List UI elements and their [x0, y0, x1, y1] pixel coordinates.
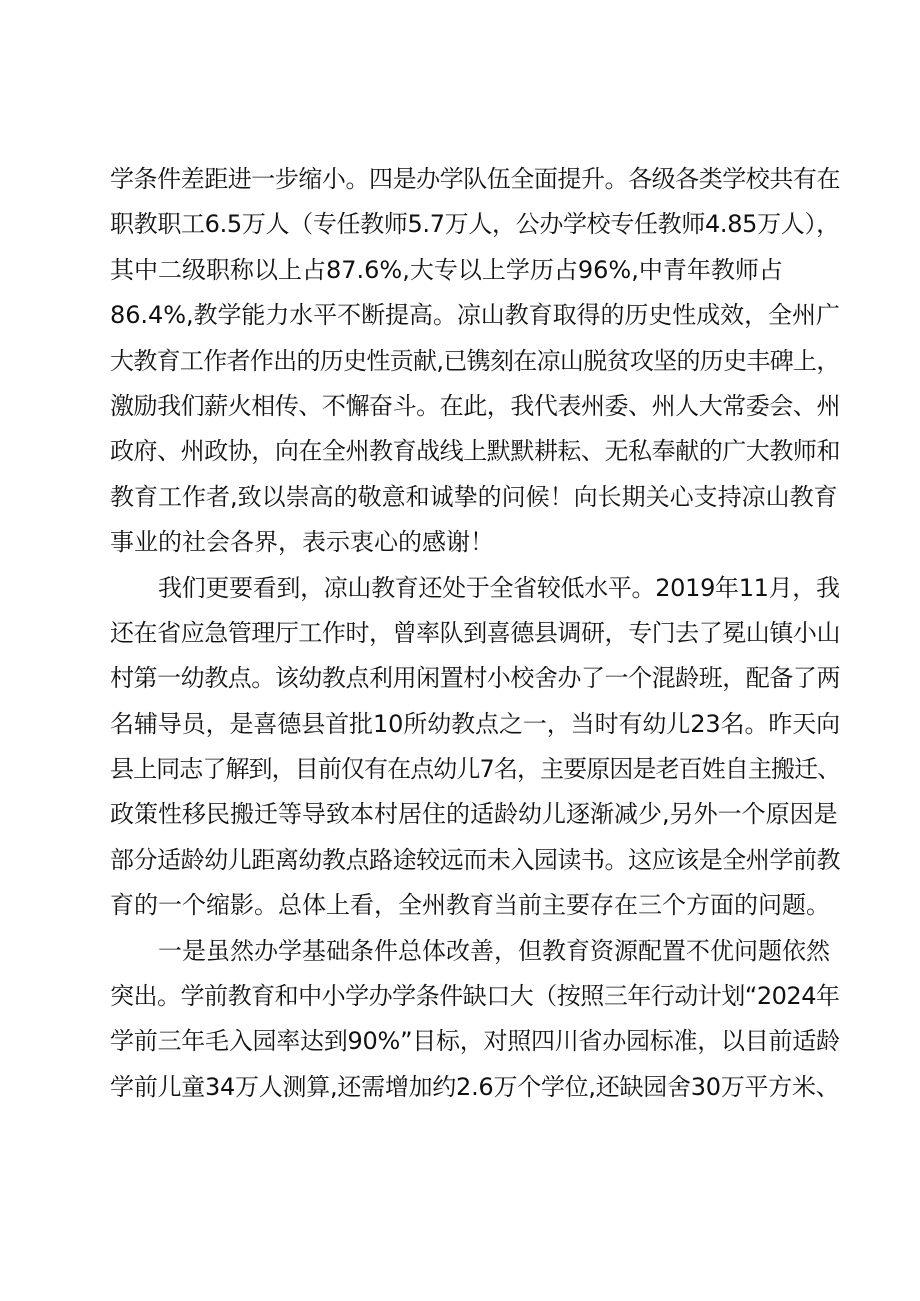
text-line: 学前儿童34万人测算,还需增加约2.6万个学位,还缺园舍30万平方米、	[110, 1072, 840, 1101]
text-line: 部分适龄幼儿距离幼教点路途较远而未入园读书。这应该是全州学前教	[110, 845, 840, 874]
text-line: 86.4%,教学能力水平不断提高。凉山教育取得的历史性成效，全州广	[110, 301, 840, 330]
text-line: 县上同志了解到，目前仅有在点幼儿7名，主要原因是老百姓自主搬迁、	[110, 755, 841, 784]
text-line: 名辅导员，是喜德县首批10所幼教点之一，当时有幼儿23名。昨天向	[110, 709, 841, 738]
text-line: 学条件差距进一步缩小。四是办学队伍全面提升。各级各类学校共有在	[110, 165, 840, 193]
document-body	[110, 157, 840, 1110]
text-line: 其中二级职称以上占87.6%,大专以上学历占96%,中青年教师占	[110, 255, 783, 284]
text-line: 村第一幼教点。该幼教点利用闲置村小校舍办了一个混龄班，配备了两	[110, 664, 840, 693]
text-line: 还在省应急管理厅工作时，曾率队到喜德县调研，专门去了冕山镇小山	[110, 618, 840, 647]
text-line: 教育工作者,致以崇高的敬意和诚挚的问候！向长期关心支持凉山教育	[110, 482, 838, 511]
text-line: 政府、州政协，向在全州教育战线上默默耕耘、无私奉献的广大教师和	[110, 437, 840, 466]
paragraph-first-line: 一是虽然办学基础条件总体改善，但教育资源配置不优问题依然	[158, 936, 830, 965]
text-line: 激励我们薪火相传、不懈奋斗。在此，我代表州委、州人大常委会、州	[110, 391, 840, 420]
text-line: 事业的社会各界，表示衷心的感谢！	[110, 528, 494, 557]
text-line: 学前三年毛入园率达到90%”目标，对照四川省办园标准，以目前适龄	[110, 1027, 840, 1056]
text-line: 突出。学前教育和中小学办学条件缺口大（按照三年行动计划“2024年	[110, 982, 840, 1011]
text-line: 育的一个缩影。总体上看，全州教育当前主要存在三个方面的问题。	[110, 891, 830, 920]
paragraph-first-line: 我们更要看到，凉山教育还处于全省较低水平。2019年11月，我	[158, 573, 840, 602]
text-line: 政策性移民搬迁等导致本村居住的适龄幼儿逐渐减少,另外一个原因是	[110, 800, 838, 829]
text-line: 大教育工作者作出的历史性贡献,已镌刻在凉山脱贫攻坚的历史丰碑上，	[110, 346, 840, 375]
text-line: 职教职工6.5万人（专任教师5.7万人，公办学校专任教师4.85万人），	[110, 210, 840, 239]
